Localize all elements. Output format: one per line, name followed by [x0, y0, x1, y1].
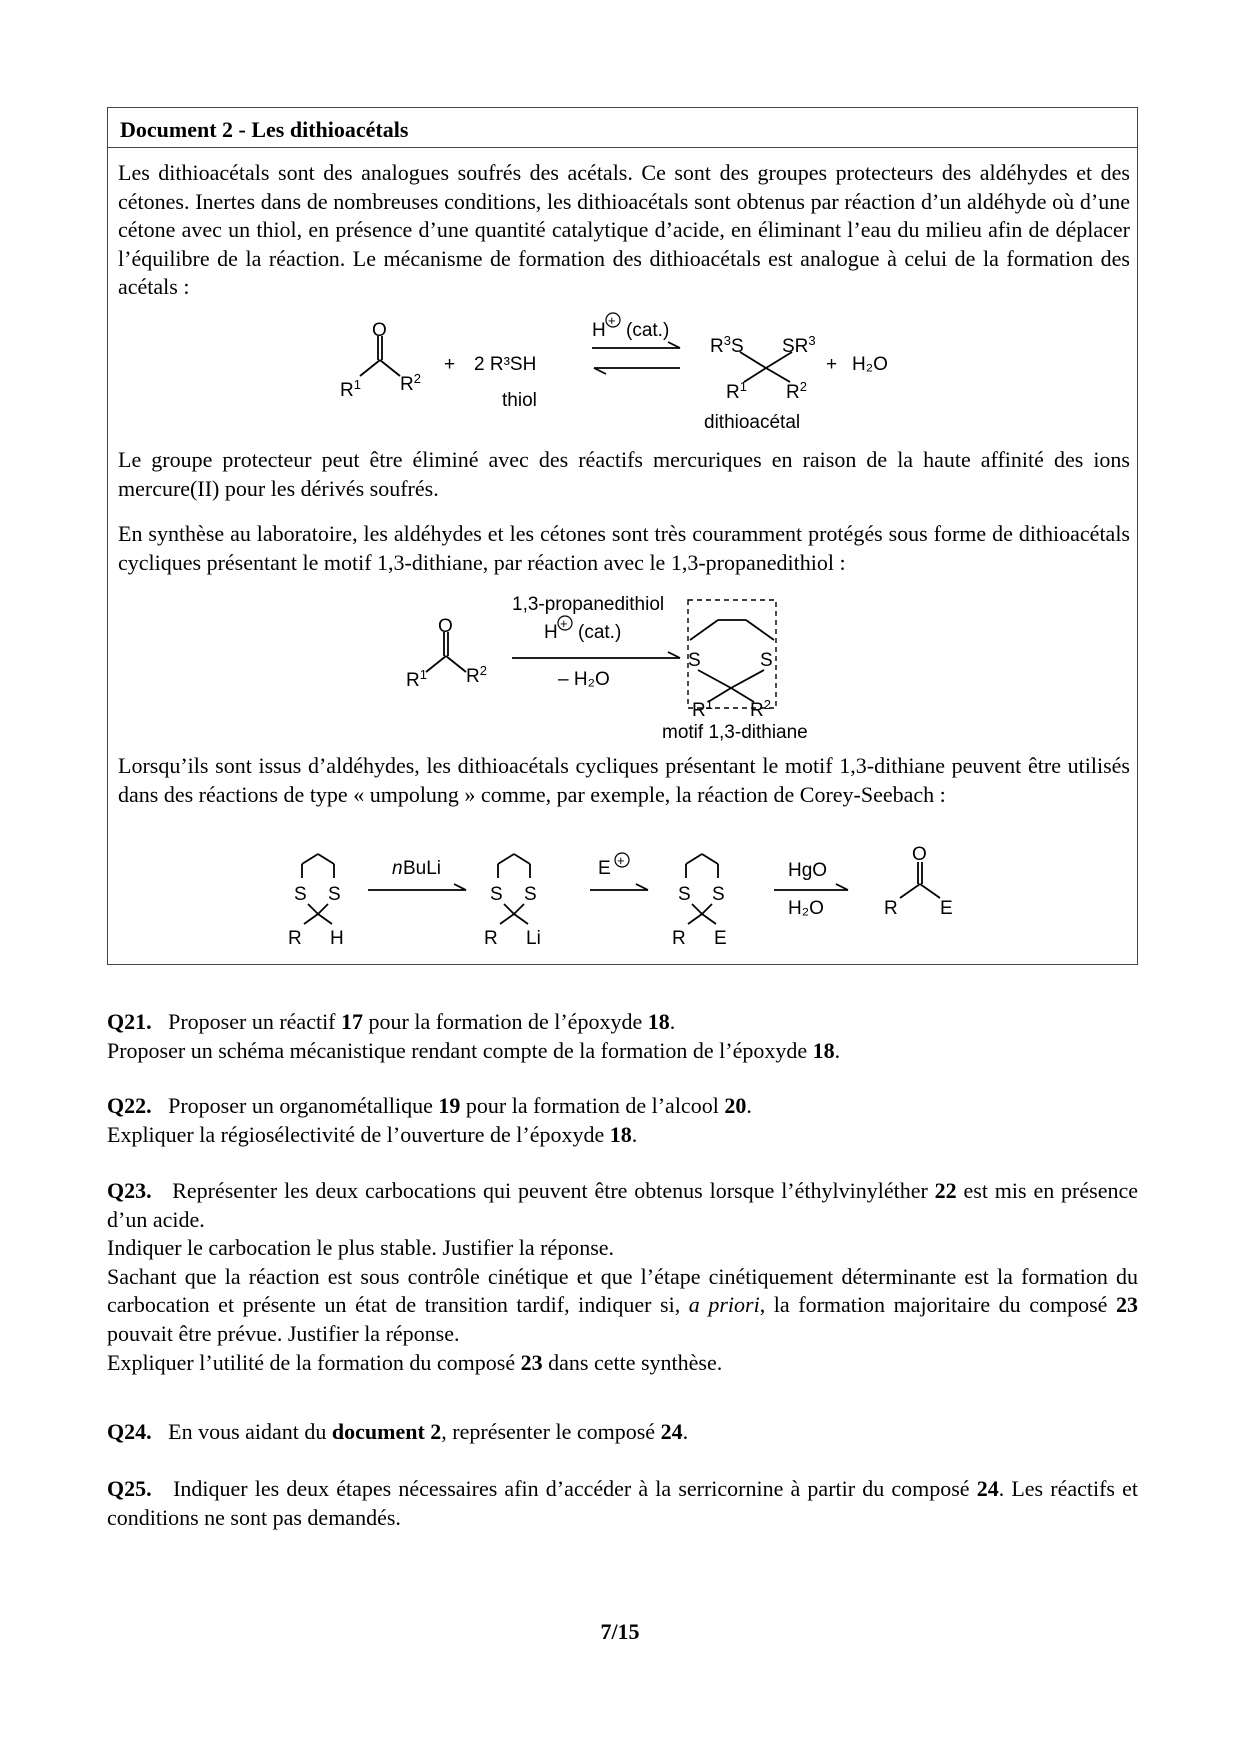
svg-text:O: O [372, 320, 387, 341]
svg-text:R2: $R^2$ [400, 371, 421, 395]
svg-text:R2: $R^2$ [466, 663, 487, 687]
catalyst-label-2: (cat.) [578, 622, 622, 643]
page-number: 7/15 [600, 1619, 640, 1644]
svg-text:R: R [484, 928, 498, 949]
svg-text:S: S [294, 884, 307, 905]
catalyst-label: (cat.) [626, 320, 670, 341]
svg-text:R: R [884, 898, 898, 919]
svg-text:+: + [560, 616, 568, 631]
dithioacetal-label: dithioacétal [704, 412, 801, 433]
thiol-reagent: 2 R³SH [474, 354, 537, 375]
svg-text:S: S [678, 884, 691, 905]
svg-text:R3S: $R^3S$ [710, 333, 744, 357]
svg-text:Li: Li [526, 928, 541, 949]
question-q23: Q23. Représenter les deux carbocations qui peuvent être obtenus lorsque l’éthylvinyléther 22 est mis en présence d’un acide. Indiquer le carbocation le plus stable. Justifier la réponse. Sachant que la réaction est sous contrôle cinétique et que l’étape cinétiquement déterminante est la formation du carbocation et présente un état de transition tardif, indiquer si, a priori, la formation majoritaire du composé 23 pouvait être prévue. Justifier la réponse. Expliquer l’utilité de la formation du composé 23 dans cette synthèse. [107, 1178, 1139, 1375]
svg-text:R1: $R^1$ [406, 667, 427, 691]
document-title: Document 2 - Les dithioacétals [108, 108, 1137, 148]
svg-text:+: + [608, 313, 616, 328]
paragraph-deprotection: Le groupe protecteur peut être éliminé avec des réactifs mercuriques en raison de la haute affinité des ions mercure(II) pour les dérivés soufrés. [118, 447, 1130, 501]
plus-sign: + [444, 354, 456, 375]
svg-text:H: H [544, 622, 558, 643]
svg-text:O: O [912, 844, 927, 865]
water-reagent-label: H₂O [788, 898, 824, 919]
hgo-label: HgO [788, 860, 828, 881]
minus-water-label: – H₂O [558, 669, 610, 690]
svg-text:O: O [438, 616, 453, 637]
svg-text:S: S [490, 884, 503, 905]
svg-text:S: S [688, 650, 701, 671]
svg-text:R2: $R^2$ [786, 379, 807, 403]
question-q21: Q21. Proposer un réactif 17 pour la formation de l’époxyde 18. Proposer un schéma mécanistique rendant compte de la formation de l’époxyde 18. [107, 1009, 841, 1063]
svg-text:R1: $R^1$ [340, 377, 361, 401]
question-q22: Q22. Proposer un organométallique 19 pour la formation de l’alcool 20. Expliquer la régiosélectivité de l’ouverture de l’époxyde 18. [107, 1093, 752, 1147]
svg-text:H: H [330, 928, 344, 949]
nbuli-label: BuLi [403, 858, 442, 879]
paragraph-intro: Les dithioacétals sont des analogues soufrés des acétals. Ce sont des groupes protecteurs des aldéhydes et des cétones. Inertes dans de nombreuses conditions, les dithioacétals sont obtenus par réaction d’un aldéhyde où d’une cétone avec un thiol, en présence d’une quantité catalytique d’acide, en éliminant l’eau du milieu afin de déplacer l’équilibre de la réaction. Le mécanisme de formation des dithioacétals est analogue à celui de la formation des acétals : [118, 160, 1130, 300]
svg-text:R: R [672, 928, 686, 949]
question-q25: Q25. Indiquer les deux étapes nécessaires afin d’accéder à la serricornine à partir du composé 24. Les réactifs et conditions ne sont pas demandés. [107, 1476, 1139, 1530]
svg-text:+: + [617, 853, 625, 868]
svg-text:R1: $R^1$ [726, 379, 747, 403]
svg-text:E: E [714, 928, 727, 949]
scheme-dithiane-formation [400, 588, 850, 742]
svg-text:S: S [712, 884, 725, 905]
svg-text:S: S [328, 884, 341, 905]
nbuli-italic: n [392, 858, 403, 879]
paragraph-dithiane: En synthèse au laboratoire, les aldéhydes et les cétones sont très couramment protégés sous forme de dithioacétals cycliques présentant le motif 1,3-dithiane, par réaction avec le 1,3-propanedithiol : [118, 521, 1130, 575]
thiol-label: thiol [502, 390, 537, 411]
svg-text:SR3: $SR^3$ [782, 333, 816, 357]
svg-text:R1: $R^1$ [692, 697, 713, 721]
propanedithiol-label: 1,3-propanedithiol [512, 594, 665, 615]
svg-text:E: E [940, 898, 953, 919]
svg-text:+: + [826, 354, 838, 375]
scheme-corey-seebach [280, 844, 980, 950]
svg-text:R2: $R^2$ [750, 697, 771, 721]
electrophile-label: E [598, 858, 611, 879]
svg-text:H: H [592, 320, 606, 341]
paragraph-umpolung: Lorsqu’ils sont issus d’aldéhydes, les dithioacétals cycliques présentant le motif 1,3-dithiane peuvent être utilisés dans des réactions de type « umpolung » comme, par exemple, la réaction de Corey-Seebach : [118, 753, 1130, 807]
svg-text:S: S [524, 884, 537, 905]
dithiane-motif-label: motif 1,3-dithiane [662, 722, 808, 743]
svg-text:S: S [760, 650, 773, 671]
question-q24: Q24. En vous aidant du document 2, représenter le composé 24. [107, 1419, 689, 1444]
water-product: H₂O [852, 354, 888, 375]
scheme-dithioacetal-formation [330, 313, 930, 440]
svg-text:R: R [288, 928, 302, 949]
